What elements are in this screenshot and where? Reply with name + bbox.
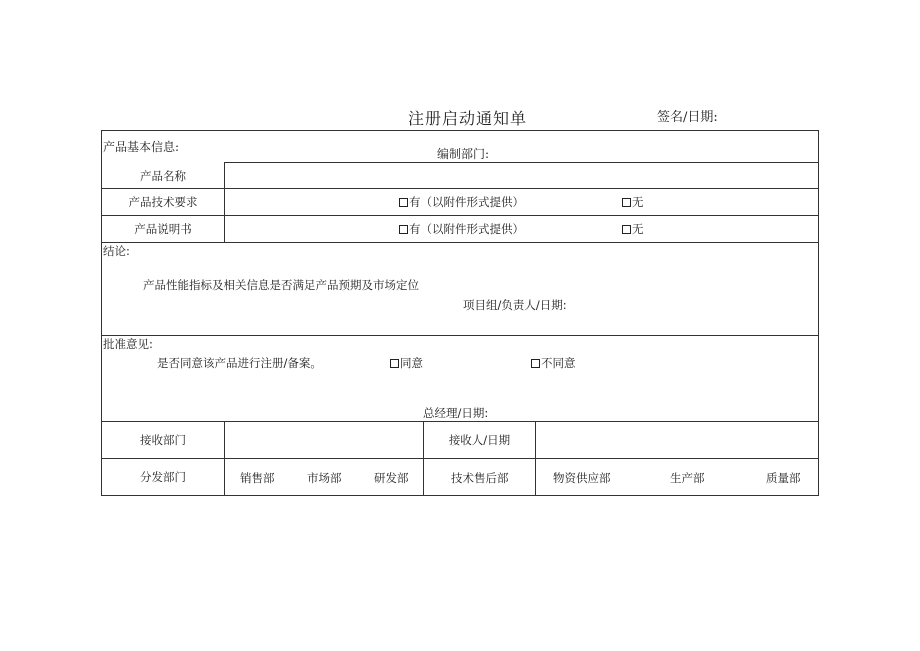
- dept-procurement: 物资供应部: [553, 471, 611, 485]
- conclusion-statement: 产品性能指标及相关信息是否满足产品预期及市场定位: [143, 278, 419, 292]
- registration-notice-form: [101, 130, 819, 496]
- disagree-text: 不同意: [541, 356, 576, 370]
- manual-label: 产品说明书: [134, 222, 192, 236]
- dept-rnd: 研发部: [374, 471, 409, 485]
- row-divider: [102, 242, 818, 243]
- tech-requirements-no-option[interactable]: [622, 195, 644, 209]
- product-name-label: 产品名称: [140, 168, 186, 183]
- project-team-signer-label: 项目组/负责人/日期:: [463, 298, 567, 312]
- tech-requirements-label: 产品技术要求: [128, 195, 198, 209]
- dept-marketing: 市场部: [307, 471, 342, 485]
- receiving-dept-label: 接收部门: [140, 433, 186, 447]
- tech-requirements-yes-text: 有（以附件形式提供）: [409, 195, 524, 209]
- agree-text: 同意: [400, 356, 423, 370]
- conclusion-label: 结论:: [103, 244, 130, 258]
- product-name-value[interactable]: [225, 163, 818, 188]
- sign-date-label: 签名/日期:: [657, 110, 718, 125]
- manual-yes-option[interactable]: [399, 222, 524, 236]
- receiving-dept-value[interactable]: [225, 422, 423, 458]
- manual-no-option[interactable]: [622, 222, 644, 236]
- tech-requirements-yes-option[interactable]: [399, 195, 524, 209]
- checkbox-icon[interactable]: [622, 198, 631, 207]
- general-manager-label: 总经理/日期:: [423, 406, 489, 420]
- tech-requirements-no-text: 无: [632, 195, 644, 209]
- disagree-option[interactable]: [531, 356, 576, 370]
- checkbox-icon[interactable]: [390, 359, 399, 368]
- checkbox-icon[interactable]: [622, 225, 631, 234]
- checkbox-icon[interactable]: [531, 359, 540, 368]
- compiling-dept-label: 编制部门:: [437, 147, 490, 161]
- approval-question: 是否同意该产品进行注册/备案。: [157, 356, 322, 370]
- checkbox-icon[interactable]: [399, 225, 408, 234]
- approval-label: 批准意见:: [103, 337, 153, 351]
- row-divider: [102, 335, 818, 336]
- dept-production: 生产部: [670, 471, 705, 485]
- checkbox-icon[interactable]: [399, 198, 408, 207]
- agree-option[interactable]: [390, 356, 423, 370]
- dept-tech-support: 技术售后部: [451, 471, 509, 485]
- document-title: 注册启动通知单: [408, 109, 528, 128]
- manual-no-text: 无: [632, 222, 644, 236]
- dept-quality: 质量部: [766, 471, 801, 485]
- receiver-date-value[interactable]: [536, 422, 818, 458]
- distribution-label: 分发部门: [140, 470, 186, 484]
- basic-info-label: 产品基本信息:: [103, 140, 180, 154]
- manual-yes-text: 有（以附件形式提供）: [409, 222, 524, 236]
- dept-sales: 销售部: [240, 471, 275, 485]
- receiver-date-label: 接收人/日期: [448, 433, 511, 447]
